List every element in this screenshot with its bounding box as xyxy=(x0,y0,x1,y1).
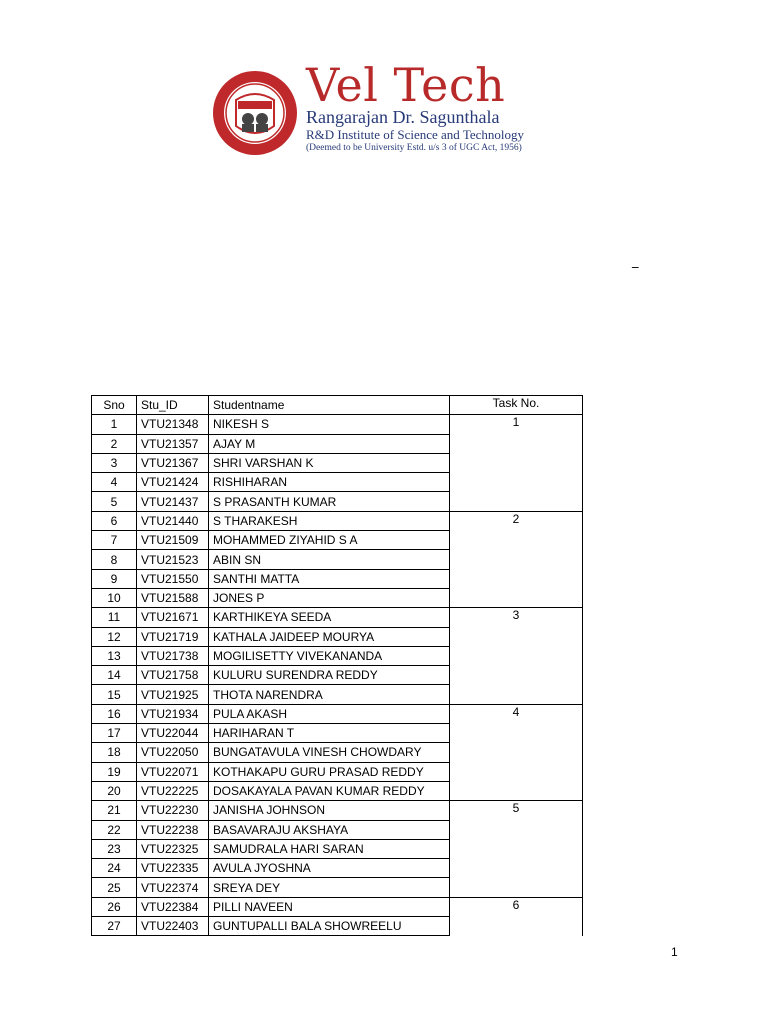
cell-student-name: GUNTUPALLI BALA SHOWREELU xyxy=(209,917,450,936)
cell-sno: 5 xyxy=(92,492,137,511)
cell-student-name: AJAY M xyxy=(209,434,450,453)
cell-stu-id: VTU22044 xyxy=(137,724,209,743)
cell-sno: 7 xyxy=(92,531,137,550)
cell-stu-id: VTU22325 xyxy=(137,839,209,858)
cell-sno: 11 xyxy=(92,608,137,627)
cell-stu-id: VTU21588 xyxy=(137,588,209,607)
table-row xyxy=(92,897,583,916)
table-header-row xyxy=(92,396,583,415)
cell-student-name: S THARAKESH xyxy=(209,511,450,530)
cell-student-name: MOGILISETTY VIVEKANANDA xyxy=(209,646,450,665)
cell-sno: 9 xyxy=(92,569,137,588)
student-task-table xyxy=(91,395,583,936)
cell-stu-id: VTU21367 xyxy=(137,453,209,472)
cell-stu-id: VTU21437 xyxy=(137,492,209,511)
brand-line-2: R&D Institute of Science and Technology xyxy=(306,127,524,142)
header-studentname: Studentname xyxy=(209,396,450,415)
cell-task-no: 5 xyxy=(450,801,583,897)
table-row xyxy=(92,704,583,723)
cell-stu-id: VTU21424 xyxy=(137,473,209,492)
cell-student-name: DOSAKAYALA PAVAN KUMAR REDDY xyxy=(209,781,450,800)
brand-line-1: Rangarajan Dr. Sagunthala xyxy=(306,107,500,127)
cell-sno: 10 xyxy=(92,588,137,607)
cell-stu-id: VTU21758 xyxy=(137,666,209,685)
cell-task-no: 4 xyxy=(450,704,583,800)
cell-sno: 20 xyxy=(92,781,137,800)
cell-sno: 13 xyxy=(92,646,137,665)
cell-stu-id: VTU22050 xyxy=(137,743,209,762)
cell-student-name: KOTHAKAPU GURU PRASAD REDDY xyxy=(209,762,450,781)
cell-student-name: KULURU SURENDRA REDDY xyxy=(209,666,450,685)
table-body xyxy=(92,415,583,936)
cell-student-name: NIKESH S xyxy=(209,415,450,434)
cell-student-name: JANISHA JOHNSON xyxy=(209,801,450,820)
cell-sno: 1 xyxy=(92,415,137,434)
cell-sno: 19 xyxy=(92,762,137,781)
vel-tech-seal-icon xyxy=(212,70,298,156)
cell-stu-id: VTU21523 xyxy=(137,550,209,569)
cell-stu-id: VTU21357 xyxy=(137,434,209,453)
cell-student-name: HARIHARAN T xyxy=(209,724,450,743)
cell-stu-id: VTU21440 xyxy=(137,511,209,530)
cell-sno: 17 xyxy=(92,724,137,743)
cell-stu-id: VTU21550 xyxy=(137,569,209,588)
cell-stu-id: VTU22403 xyxy=(137,917,209,936)
cell-stu-id: VTU22225 xyxy=(137,781,209,800)
cell-sno: 21 xyxy=(92,801,137,820)
cell-sno: 18 xyxy=(92,743,137,762)
table-row xyxy=(92,801,583,820)
cell-stu-id: VTU21348 xyxy=(137,415,209,434)
cell-stu-id: VTU22071 xyxy=(137,762,209,781)
cell-stu-id: VTU21738 xyxy=(137,646,209,665)
cell-student-name: THOTA NARENDRA xyxy=(209,685,450,704)
cell-sno: 4 xyxy=(92,473,137,492)
cell-sno: 23 xyxy=(92,839,137,858)
brand-line-3: (Deemed to be University Estd. u/s 3 of UGC Act, 1956) xyxy=(306,143,522,153)
table-row xyxy=(92,608,583,627)
cell-sno: 14 xyxy=(92,666,137,685)
cell-student-name: SHRI VARSHAN K xyxy=(209,453,450,472)
cell-student-name: RISHIHARAN xyxy=(209,473,450,492)
cell-sno: 15 xyxy=(92,685,137,704)
table-row xyxy=(92,415,583,434)
brand-name: Vel Tech xyxy=(306,58,506,112)
table-row xyxy=(92,511,583,530)
cell-student-name: SREYA DEY xyxy=(209,878,450,897)
cell-stu-id: VTU22384 xyxy=(137,897,209,916)
cell-task-no: 6 xyxy=(450,897,583,936)
cell-sno: 8 xyxy=(92,550,137,569)
cell-stu-id: VTU22335 xyxy=(137,859,209,878)
stray-mark: _ xyxy=(632,254,639,269)
cell-student-name: SAMUDRALA HARI SARAN xyxy=(209,839,450,858)
cell-stu-id: VTU22230 xyxy=(137,801,209,820)
cell-sno: 2 xyxy=(92,434,137,453)
cell-task-no: 1 xyxy=(450,415,583,511)
cell-student-name: KATHALA JAIDEEP MOURYA xyxy=(209,627,450,646)
cell-student-name: ABIN SN xyxy=(209,550,450,569)
cell-student-name: SANTHI MATTA xyxy=(209,569,450,588)
cell-sno: 6 xyxy=(92,511,137,530)
cell-stu-id: VTU21925 xyxy=(137,685,209,704)
cell-sno: 22 xyxy=(92,820,137,839)
header-sno: Sno xyxy=(92,396,137,415)
cell-task-no: 2 xyxy=(450,511,583,607)
cell-sno: 24 xyxy=(92,859,137,878)
cell-student-name: AVULA JYOSHNA xyxy=(209,859,450,878)
cell-task-no: 3 xyxy=(450,608,583,704)
cell-stu-id: VTU21719 xyxy=(137,627,209,646)
header-stu-id: Stu_ID xyxy=(137,396,209,415)
cell-stu-id: VTU21671 xyxy=(137,608,209,627)
cell-student-name: PILLI NAVEEN xyxy=(209,897,450,916)
cell-sno: 3 xyxy=(92,453,137,472)
header-task-no: Task No. xyxy=(450,396,583,415)
cell-student-name: JONES P xyxy=(209,588,450,607)
cell-student-name: PULA AKASH xyxy=(209,704,450,723)
page-number: 1 xyxy=(671,945,678,959)
cell-stu-id: VTU22238 xyxy=(137,820,209,839)
institution-logo xyxy=(212,58,524,160)
cell-stu-id: VTU22374 xyxy=(137,878,209,897)
cell-student-name: S PRASANTH KUMAR xyxy=(209,492,450,511)
cell-student-name: MOHAMMED ZIYAHID S A xyxy=(209,531,450,550)
cell-sno: 26 xyxy=(92,897,137,916)
cell-student-name: BUNGATAVULA VINESH CHOWDARY xyxy=(209,743,450,762)
cell-stu-id: VTU21509 xyxy=(137,531,209,550)
cell-stu-id: VTU21934 xyxy=(137,704,209,723)
cell-sno: 27 xyxy=(92,917,137,936)
cell-sno: 25 xyxy=(92,878,137,897)
cell-sno: 12 xyxy=(92,627,137,646)
cell-student-name: KARTHIKEYA SEEDA xyxy=(209,608,450,627)
cell-sno: 16 xyxy=(92,704,137,723)
cell-student-name: BASAVARAJU AKSHAYA xyxy=(209,820,450,839)
